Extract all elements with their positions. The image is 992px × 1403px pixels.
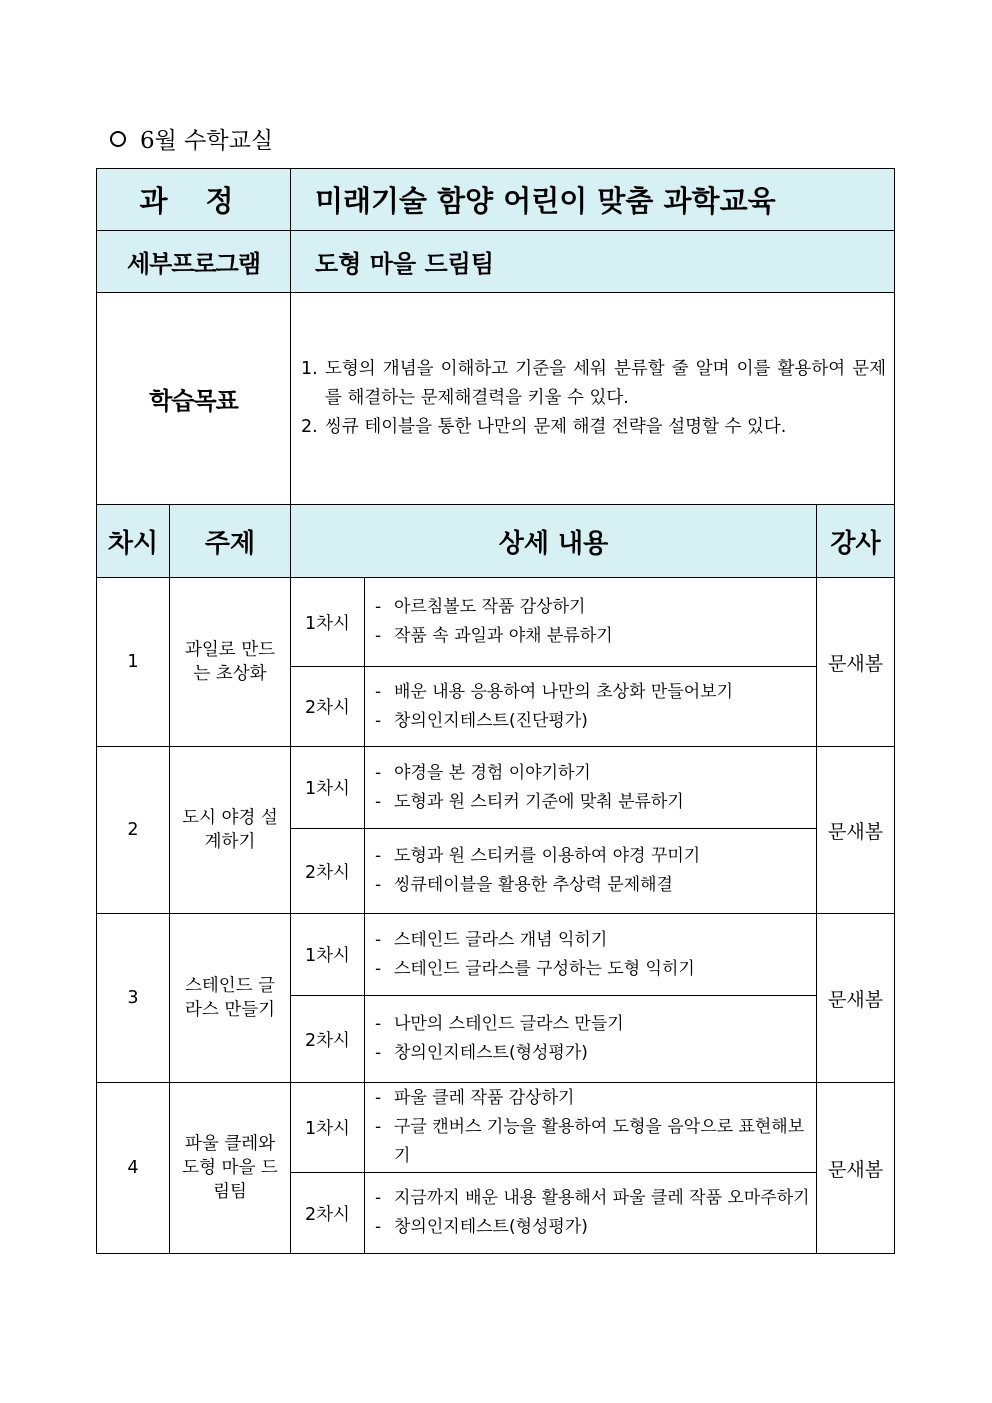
- column-header-teacher: 강사: [817, 505, 895, 578]
- detail-text: 도형과 원 스티커 기준에 맞춰 분류하기: [394, 791, 684, 812]
- dash-bullet: -: [375, 762, 382, 783]
- column-header-detail: 상세 내용: [291, 505, 817, 578]
- goals-label: 학습목표: [97, 293, 291, 505]
- lesson-topic: 과일로 만드는 초상화: [170, 578, 291, 747]
- detail-text: 아르침볼도 작품 감상하기: [394, 597, 586, 617]
- session-label: 2차시: [291, 667, 365, 747]
- detail-text: 야경을 본 경험 이야기하기: [394, 762, 591, 783]
- detail-line: [375, 788, 816, 817]
- detail-line: [375, 926, 816, 955]
- detail-text: 창의인지테스트(진단평가): [394, 710, 588, 731]
- goal-item: [301, 413, 886, 442]
- goals-list: [291, 293, 895, 505]
- lesson-teacher: 문새봄: [817, 747, 895, 914]
- detail-line: [375, 871, 816, 900]
- dash-bullet: -: [375, 626, 382, 646]
- detail-text: 나만의 스테인드 글라스 만들기: [394, 1014, 624, 1034]
- dash-bullet: -: [375, 1088, 382, 1108]
- detail-text: 구글 캔버스 기능을 활용하여 도형을 음악으로 표현해보기: [394, 1117, 805, 1166]
- dash-bullet: -: [375, 929, 382, 950]
- detail-text: 스테인드 글라스를 구성하는 도형 익히기: [394, 958, 695, 979]
- detail-text: 작품 속 과일과 야채 분류하기: [394, 626, 613, 646]
- session-detail: [365, 914, 817, 996]
- session-label: 2차시: [291, 996, 365, 1083]
- dash-bullet: -: [375, 710, 382, 731]
- detail-line: [375, 1039, 816, 1068]
- detail-line: [375, 1084, 816, 1113]
- session-label: 1차시: [291, 1083, 365, 1173]
- dash-bullet: -: [375, 1217, 382, 1237]
- detail-line: [375, 593, 816, 622]
- lesson-number: 2: [97, 747, 170, 914]
- column-header-session: 차시: [97, 505, 170, 578]
- detail-text: 창의인지테스트(형성평가): [394, 1043, 588, 1063]
- lesson-topic: 스테인드 글라스 만들기: [170, 914, 291, 1083]
- detail-line: [375, 678, 816, 707]
- dash-bullet: -: [375, 681, 382, 702]
- lesson-teacher: 문새봄: [817, 578, 895, 747]
- column-header-topic: 주제: [170, 505, 291, 578]
- goal-number: 1.: [301, 359, 318, 379]
- dash-bullet: -: [375, 1043, 382, 1063]
- lesson-teacher: 문새봄: [817, 1083, 895, 1254]
- dash-bullet: -: [375, 1014, 382, 1034]
- goals-row: [97, 293, 895, 505]
- lesson-topic: 파울 클레와 도형 마을 드림팀: [170, 1083, 291, 1254]
- detail-line: [375, 759, 816, 788]
- detail-line: [375, 955, 816, 984]
- program-row: [97, 231, 895, 293]
- lesson-number: 3: [97, 914, 170, 1083]
- program-value: 도형 마을 드림팀: [291, 231, 895, 293]
- curriculum-table: [96, 168, 895, 1254]
- session-detail: [365, 996, 817, 1083]
- session-label: 2차시: [291, 829, 365, 914]
- detail-text: 배운 내용 응용하여 나만의 초상화 만들어보기: [394, 681, 734, 702]
- goal-item: [301, 355, 886, 413]
- session-label: 1차시: [291, 914, 365, 996]
- course-value: 미래기술 함양 어린이 맞춤 과학교육: [291, 169, 895, 231]
- session-detail: [365, 578, 817, 667]
- lesson-row: [97, 747, 895, 829]
- lesson-row: [97, 578, 895, 667]
- lesson-number: 1: [97, 578, 170, 747]
- detail-line: [375, 622, 816, 651]
- dash-bullet: -: [375, 1117, 382, 1137]
- dash-bullet: -: [375, 791, 382, 812]
- dash-bullet: -: [375, 846, 382, 866]
- circle-bullet-icon: [110, 131, 126, 147]
- detail-line: [375, 842, 816, 871]
- session-label: 1차시: [291, 747, 365, 829]
- detail-line: [375, 1213, 816, 1242]
- dash-bullet: -: [375, 597, 382, 617]
- session-detail: [365, 1173, 817, 1254]
- lesson-row: [97, 914, 895, 996]
- lesson-row: [97, 1083, 895, 1173]
- detail-line: [375, 1010, 816, 1039]
- detail-line: [375, 707, 816, 736]
- course-row: [97, 169, 895, 231]
- session-detail: [365, 667, 817, 747]
- detail-text: 도형과 원 스티커를 이용하여 야경 꾸미기: [394, 846, 701, 866]
- detail-text: 지금까지 배운 내용 활용해서 파울 클레 작품 오마주하기: [394, 1188, 810, 1208]
- dash-bullet: -: [375, 1188, 382, 1208]
- detail-text: 씽큐테이블을 활용한 추상력 문제해결: [394, 875, 673, 895]
- detail-text: 스테인드 글라스 개념 익히기: [394, 929, 608, 950]
- session-detail: [365, 829, 817, 914]
- lesson-number: 4: [97, 1083, 170, 1254]
- goal-text: 씽큐 테이블을 통한 나만의 문제 해결 전략을 설명할 수 있다.: [325, 417, 787, 437]
- program-label: 세부프로그램: [97, 231, 291, 293]
- goal-number: 2.: [301, 417, 318, 437]
- dash-bullet: -: [375, 958, 382, 979]
- heading-text: 6월 수학교실: [140, 128, 274, 154]
- detail-line: [375, 1184, 816, 1213]
- dash-bullet: -: [375, 875, 382, 895]
- lesson-topic: 도시 야경 설계하기: [170, 747, 291, 914]
- column-header-row: [97, 505, 895, 578]
- detail-text: 파울 클레 작품 감상하기: [394, 1088, 575, 1108]
- goal-text: 도형의 개념을 이해하고 기준을 세워 분류할 줄 알며 이를 활용하여 문제를 해결하는 문제해결력을 키울 수 있다.: [325, 359, 887, 408]
- session-detail: [365, 747, 817, 829]
- detail-line: [375, 1113, 816, 1171]
- detail-text: 창의인지테스트(형성평가): [394, 1217, 588, 1237]
- session-detail: [365, 1083, 817, 1173]
- session-label: 1차시: [291, 578, 365, 667]
- lesson-teacher: 문새봄: [817, 914, 895, 1083]
- session-label: 2차시: [291, 1173, 365, 1254]
- page-heading: [110, 122, 273, 155]
- course-label: 과 정: [97, 169, 291, 231]
